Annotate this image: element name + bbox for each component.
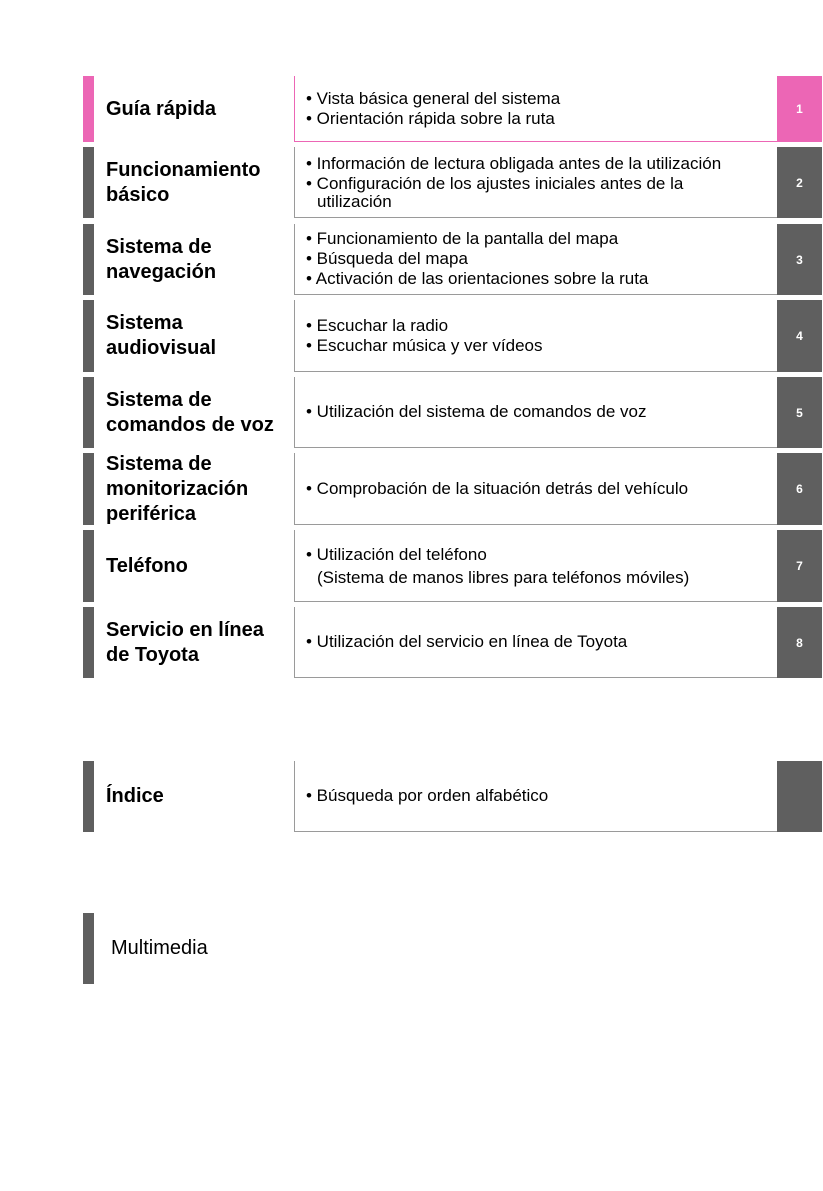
section-indice[interactable] bbox=[0, 761, 823, 832]
section-title: Servicio en línea de Toyota bbox=[106, 618, 264, 666]
section-contents bbox=[294, 607, 777, 678]
bullet-item: • Orientación rápida sobre la ruta bbox=[306, 108, 555, 128]
section-title: Sistema de comandos de voz bbox=[106, 388, 274, 436]
section-title: Guía rápida bbox=[106, 97, 217, 120]
section-servicio-en-linea[interactable] bbox=[0, 607, 823, 678]
bullet-item: • Utilización del servicio en línea de Toyota bbox=[306, 632, 628, 651]
bullet-item: • Escuchar la radio bbox=[306, 315, 449, 335]
section-contents bbox=[294, 530, 777, 602]
chapter-tab-4[interactable]: 4 bbox=[777, 300, 822, 372]
bullet-item: • Utilización del sistema de comandos de voz bbox=[306, 402, 647, 421]
section-title: Teléfono bbox=[106, 554, 188, 577]
section-title: Sistema de monitorización periférica bbox=[106, 452, 249, 525]
bullet-item: • Comprobación de la situación detrás del vehículo bbox=[306, 478, 689, 498]
section-marker bbox=[83, 147, 94, 218]
section-telefono[interactable] bbox=[0, 530, 823, 602]
chapter-tab-2[interactable]: 2 bbox=[777, 147, 822, 218]
section-contents bbox=[294, 76, 777, 142]
bullet-item-continuation: utilización bbox=[317, 192, 392, 211]
bullet-item: • Búsqueda del mapa bbox=[306, 249, 468, 268]
section-comandos-voz[interactable] bbox=[0, 377, 823, 448]
section-marker bbox=[83, 761, 94, 832]
section-sistema-audiovisual[interactable] bbox=[0, 300, 823, 372]
section-contents bbox=[294, 453, 777, 525]
section-contents bbox=[294, 300, 777, 372]
section-marker bbox=[83, 224, 94, 295]
section-sistema-navegacion[interactable] bbox=[0, 224, 823, 295]
chapter-tab-3[interactable]: 3 bbox=[777, 224, 822, 295]
section-contents bbox=[294, 224, 777, 295]
section-marker bbox=[83, 607, 94, 678]
section-multimedia bbox=[0, 913, 823, 984]
chapter-tab-5[interactable]: 5 bbox=[777, 377, 822, 448]
section-marker bbox=[83, 530, 94, 602]
bullet-item: • Utilización del teléfono bbox=[306, 544, 487, 564]
section-contents bbox=[294, 761, 777, 832]
book-title: Multimedia bbox=[111, 937, 208, 959]
bullet-item: • Funcionamiento de la pantalla del mapa bbox=[306, 229, 619, 248]
section-title: Sistema de navegación bbox=[106, 235, 217, 283]
section-contents bbox=[294, 377, 777, 448]
section-funcionamiento-basico[interactable] bbox=[0, 147, 823, 218]
bullet-item: • Escuchar música y ver vídeos bbox=[306, 335, 543, 355]
section-guia-rapida[interactable] bbox=[0, 76, 823, 142]
bullet-item: • Activación de las orientaciones sobre la ruta bbox=[306, 269, 649, 288]
bullet-item: • Información de lectura obligada antes de la utilización bbox=[306, 154, 722, 173]
section-title: Funcionamiento básico bbox=[106, 158, 261, 206]
section-marker bbox=[83, 453, 94, 525]
section-contents bbox=[294, 147, 777, 218]
chapter-tab-index[interactable] bbox=[777, 761, 822, 832]
chapter-tab-7[interactable]: 7 bbox=[777, 530, 822, 602]
bullet-item: • Búsqueda por orden alfabético bbox=[306, 786, 549, 805]
section-marker bbox=[83, 913, 94, 984]
bullet-item: • Configuración de los ajustes iniciales antes de la bbox=[306, 174, 684, 193]
section-marker bbox=[83, 300, 94, 372]
chapter-tab-8[interactable]: 8 bbox=[777, 607, 822, 678]
section-title: Índice bbox=[106, 785, 164, 807]
section-title: Sistema audiovisual bbox=[106, 312, 217, 359]
chapter-tab-1[interactable]: 1 bbox=[777, 76, 822, 142]
bullet-item: • Vista básica general del sistema bbox=[306, 88, 561, 108]
chapter-tab-6[interactable]: 6 bbox=[777, 453, 822, 525]
bullet-item-continuation: (Sistema de manos libres para teléfonos móviles) bbox=[317, 567, 690, 587]
section-marker bbox=[83, 76, 94, 142]
section-monitorizacion-periferica[interactable] bbox=[0, 453, 823, 525]
section-marker bbox=[83, 377, 94, 448]
